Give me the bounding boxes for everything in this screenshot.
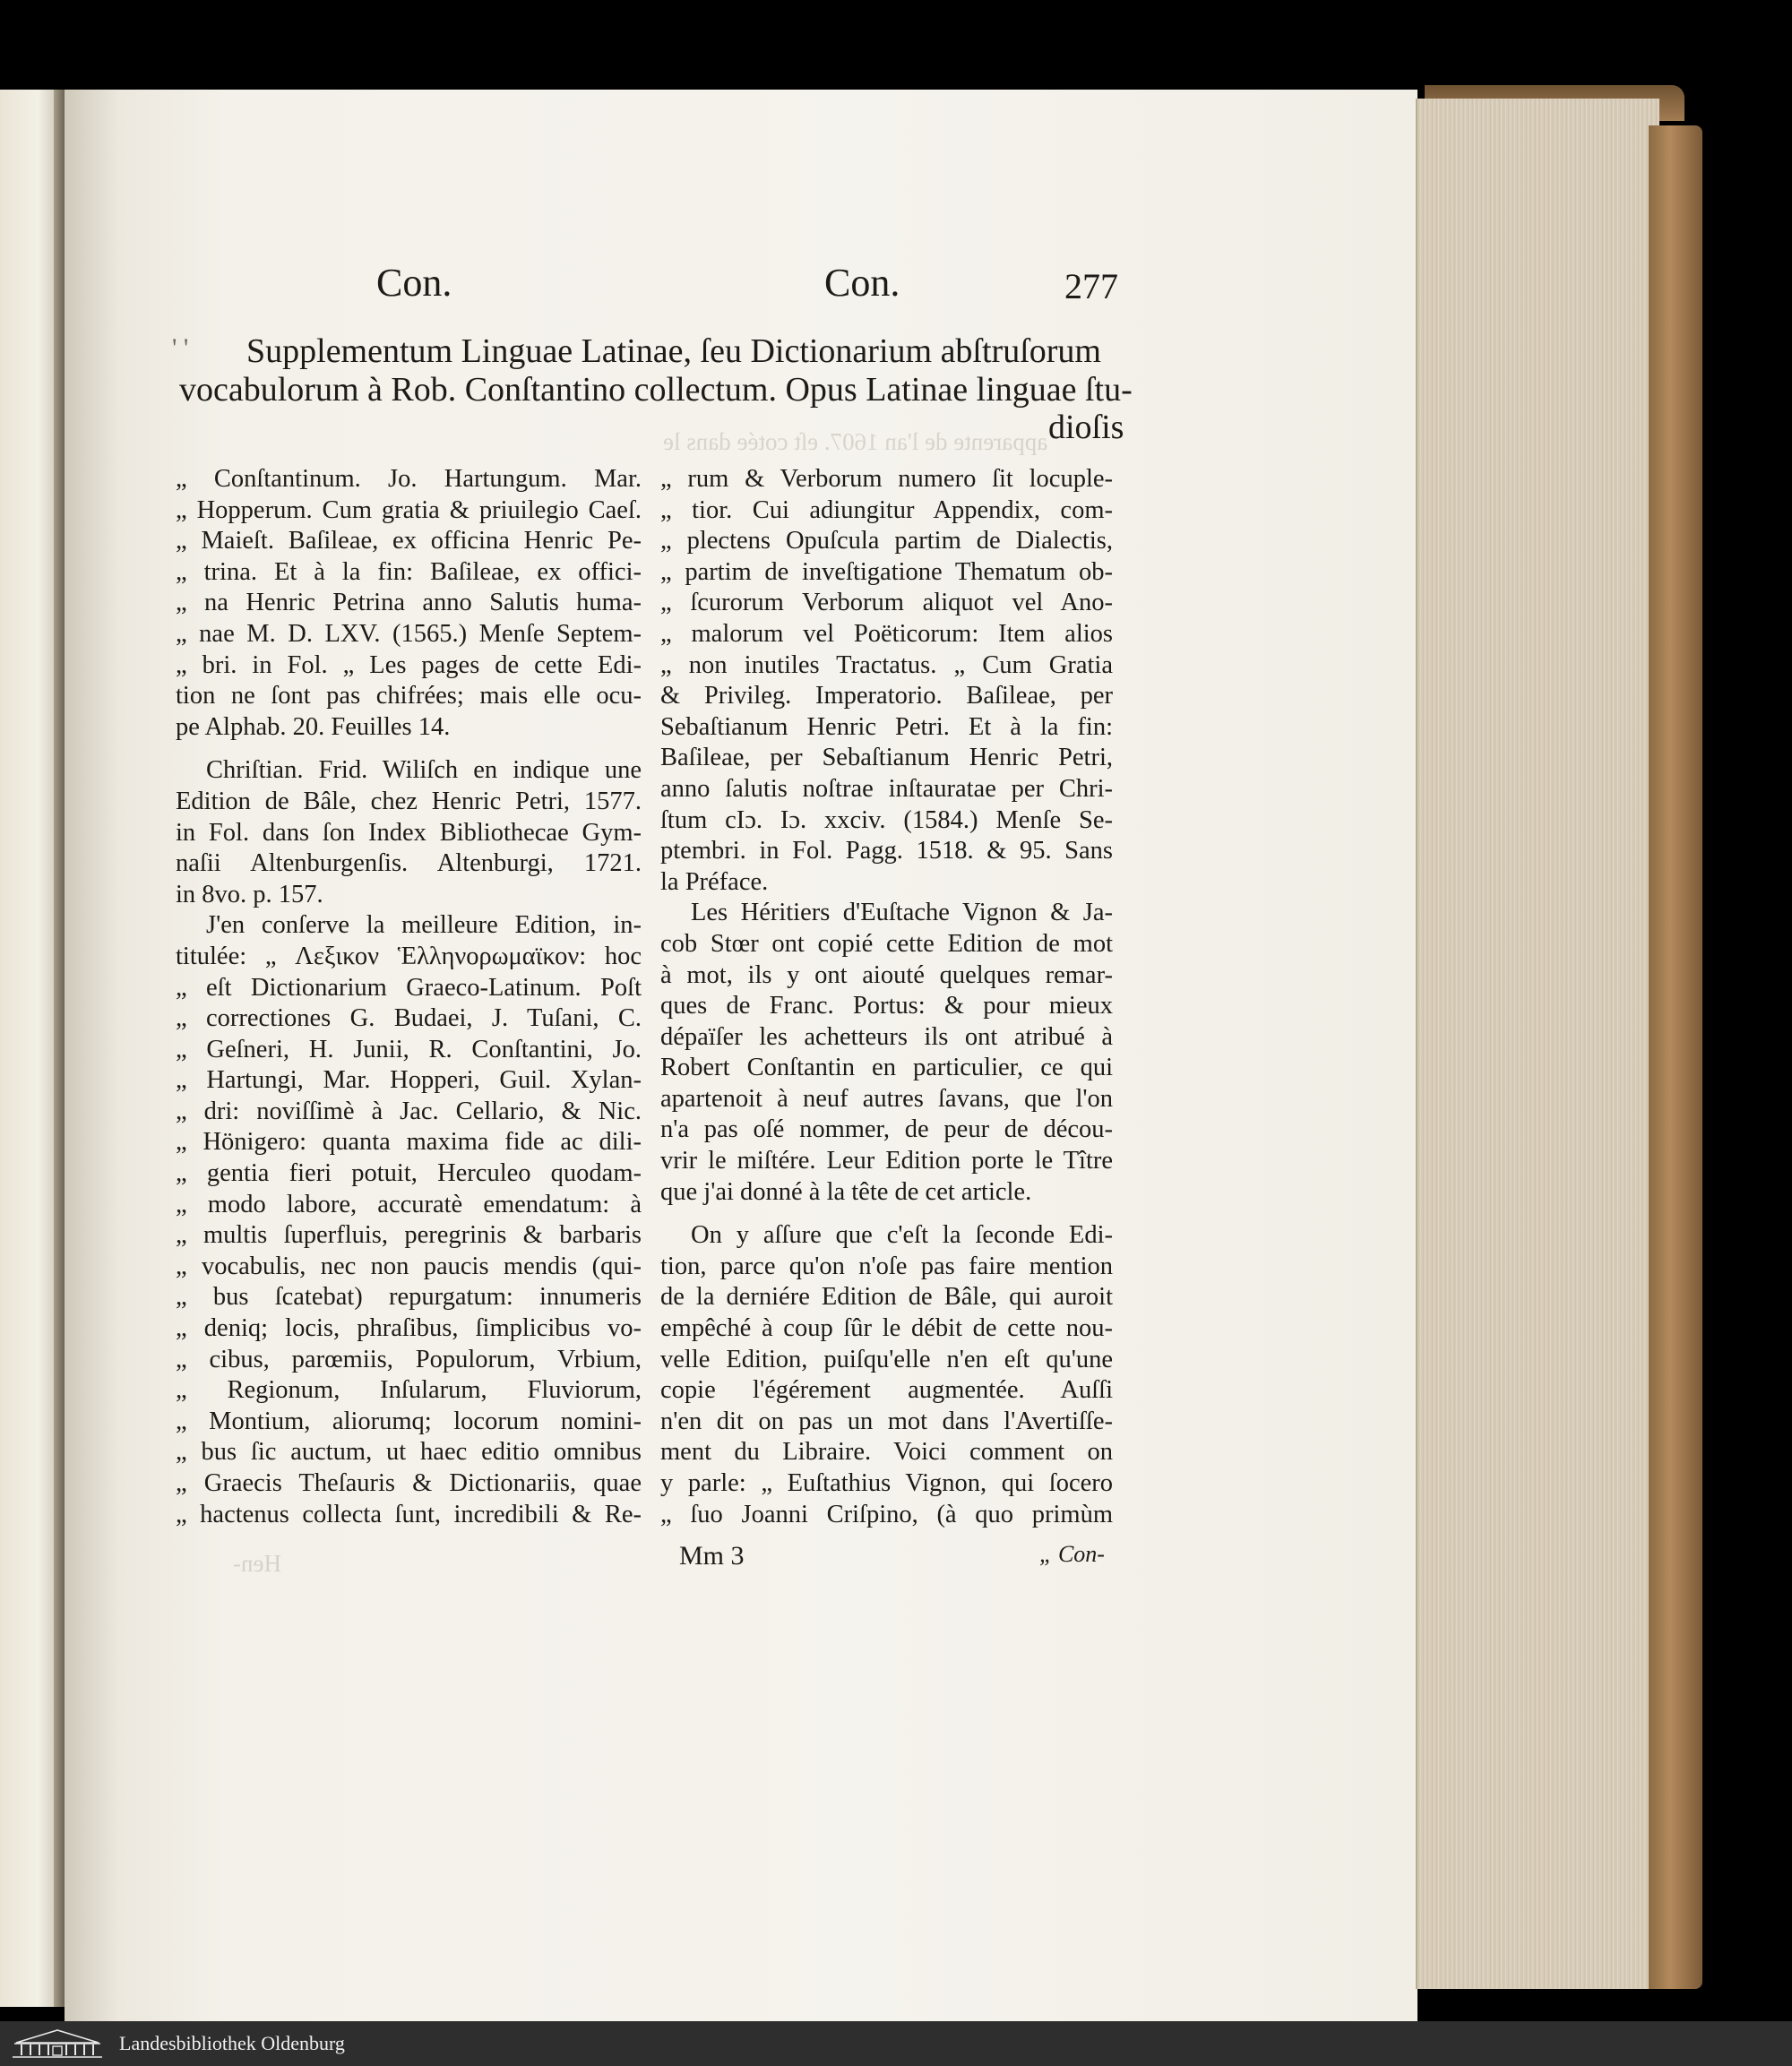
show-through-text: Hen- [233, 1550, 281, 1577]
text-line: de la derniére Edition de Bâle, qui auroit [660, 1283, 1113, 1312]
text-line: On y aſſure que c'eſt la ſeconde Edi- [691, 1221, 1113, 1250]
text-line: dépaïſer les achetteurs ils ont atribué à [660, 1022, 1113, 1051]
text-line: „ Regionum, Inſularum, Fluviorum, [176, 1376, 642, 1405]
text-line: „ dri: noviſſimè à Jac. Cellario, & Nic. [176, 1097, 642, 1125]
text-line: „ modo labore, accuratè emendatum: à [176, 1190, 642, 1218]
text-line: ment du Libraire. Voici comment on [660, 1438, 1113, 1467]
text-line: „ deniq; locis, phraſibus, ſimplicibus vo- [176, 1314, 642, 1343]
title-line-3: dioſis [1048, 409, 1124, 446]
text-line: „ gentia fieri potuit, Herculeo quodam- [176, 1159, 642, 1188]
text-line: empêché à coup ſûr le débit de cette nou- [660, 1314, 1113, 1343]
text-line: tion ne ſont pas chifrées; mais elle ocu- [176, 682, 642, 710]
running-head-center: Con. [824, 261, 900, 305]
text-line: cob Stœr ont copié cette Edition de mot [660, 929, 1113, 958]
text-line: „ partim de inveſtigatione Thematum ob- [660, 557, 1113, 586]
text-line: „ Maieſt. Baſileae, ex officina Henric Pe- [176, 527, 642, 555]
title-line-2: vocabulorum à Rob. Conſtantino collectum. Opus Latinae linguae ſtu- [179, 371, 1133, 409]
text-line: „ plectens Opuſcula partim de Dialectis, [660, 527, 1113, 555]
text-line: vrir le miſtére. Leur Edition porte le Tître [660, 1147, 1113, 1175]
text-line: copie l'égérement augmentée. Auſſi [660, 1376, 1113, 1405]
text-line: „ Hönigero: quanta maxima fide ac dili- [176, 1128, 642, 1157]
library-name: Landesbibliothek Oldenburg [119, 2032, 345, 2054]
text-line: „ cibus, parœmiis, Populorum, Vrbium, [176, 1345, 642, 1373]
text-line: Les Héritiers d'Euſtache Vignon & Ja- [691, 899, 1113, 927]
text-line: „ bri. in Fol. „ Les pages de cette Edi- [176, 650, 642, 679]
text-line: J'en conſerve la meilleure Edition, in- [206, 911, 642, 940]
running-head-left: Con. [376, 261, 452, 305]
text-line: & Privileg. Imperatorio. Baſileae, per [660, 682, 1113, 710]
text-line: in 8vo. p. 157. [176, 880, 323, 908]
text-line: Chriſtian. Frid. Wiliſch en indique une [206, 756, 642, 785]
text-line: „ malorum vel Poëticorum: Item alios [660, 619, 1113, 648]
text-line: in Fol. dans ſon Index Bibliothecae Gym- [176, 818, 642, 847]
title-marks: ' ' [172, 333, 189, 363]
text-line: „ Graecis Theſauris & Dictionariis, quae [176, 1469, 642, 1497]
text-line: apartenoit à neuf autres ſavans, que l'on [660, 1084, 1113, 1113]
text-line: Sebaſtianum Henric Petri. Et à la fin: [660, 712, 1113, 741]
text-line: „ na Henric Petrina anno Salutis huma- [176, 589, 642, 617]
text-line: „ hactenus collecta ſunt, incredibili & Re- [176, 1500, 642, 1528]
text-line: la Préface. [660, 867, 769, 896]
text-line: „ vocabulis, nec non paucis mendis (qui- [176, 1252, 642, 1280]
text-line: „ non inutiles Tractatus. „ Cum Gratia [660, 650, 1113, 679]
text-line: „ eſt Dictionarium Graeco-Latinum. Poſt [176, 973, 642, 1002]
text-line: à mot, ils y ont aiouté quelques remar- [660, 960, 1113, 989]
text-line: „ correctiones G. Budaei, J. Tuſani, C. [176, 1004, 642, 1033]
left-page-edge [54, 90, 65, 2007]
library-building-icon [11, 2028, 105, 2059]
text-line: pe Alphab. 20. Feuilles 14. [176, 712, 451, 741]
show-through-text: apparente de l'an 1607. eſt cotée dans le [663, 428, 1048, 455]
catchword: „ Con- [1039, 1541, 1105, 1567]
text-line: n'en dit on pas un mot dans l'Avertiſſe- [660, 1407, 1113, 1435]
text-line: ſtum cIɔ. Iɔ. xxciv. (1584.) Menſe Se- [660, 805, 1113, 834]
page-edges [1416, 99, 1659, 1989]
text-line: que j'ai donné à la tête de cet article. [660, 1177, 1032, 1206]
text-line: y parle: „ Euſtathius Vignon, qui ſocero [660, 1469, 1113, 1497]
text-line: „ ſuo Joanni Criſpino, (à quo primùm [660, 1500, 1113, 1528]
text-line: naſii Altenburgenſis. Altenburgi, 1721. [176, 849, 642, 878]
text-line: „ Hopperum. Cum gratia & priuilegio Caeſ. [176, 495, 642, 524]
text-line: „ Montium, aliorumq; locorum nomini- [176, 1407, 642, 1435]
text-line: „ bus ſcatebat) repurgatum: innumeris [176, 1283, 642, 1312]
text-line: n'a pas oſé nommer, de peur de décou- [660, 1115, 1113, 1144]
text-line: velle Edition, puiſqu'elle n'en eſt qu'une [660, 1345, 1113, 1373]
text-line: anno ſalutis noſtrae inſtauratae per Chri- [660, 774, 1113, 803]
text-line: Baſileae, per Sebaſtianum Henric Petri, [660, 744, 1113, 772]
text-line: „ tior. Cui adiungitur Appendix, com- [660, 495, 1113, 524]
title-line-1: Supplementum Linguae Latinae, ſeu Dictionarium abſtruſorum [246, 332, 1101, 370]
text-line: „ Hartungi, Mar. Hopperi, Guil. Xylan- [176, 1066, 642, 1095]
text-line: „ Conſtantinum. Jo. Hartungum. Mar. [176, 465, 642, 493]
text-line: „ rum & Verborum numero ſit locuple- [660, 465, 1113, 493]
left-column [176, 464, 642, 1530]
text-line: „ bus ſic auctum, ut haec editio omnibus [176, 1438, 642, 1467]
text-line: ques de Franc. Portus: & pour mieux [660, 992, 1113, 1020]
text-line: „ nae M. D. LXV. (1565.) Menſe Septem- [176, 619, 642, 648]
text-line: „ Geſneri, H. Junii, R. Conſtantini, Jo. [176, 1035, 642, 1063]
text-line: titulée: „ Λεξικον Ἑλληνορωμαϊκον: hoc [176, 942, 642, 970]
right-column [660, 464, 1113, 1530]
text-line: Edition de Bâle, chez Henric Petri, 1577. [176, 787, 642, 815]
book-cover [1649, 125, 1702, 1989]
text-line: tion, parce qu'on n'oſe pas faire mention [660, 1252, 1113, 1280]
text-line: Robert Conſtantin en particulier, ce qui [660, 1054, 1113, 1082]
text-line: „ multis ſuperfluis, peregrinis & barbaris [176, 1221, 642, 1250]
page-number: 277 [1064, 266, 1118, 306]
text-line: ptembri. in Fol. Pagg. 1518. & 95. Sans [660, 837, 1113, 865]
text-line: „ trina. Et à la fin: Baſileae, ex offici- [176, 557, 642, 586]
text-line: „ ſcurorum Verborum aliquot vel Ano- [660, 589, 1113, 617]
signature-mark: Mm 3 [679, 1541, 745, 1571]
library-bar [0, 2021, 1792, 2066]
